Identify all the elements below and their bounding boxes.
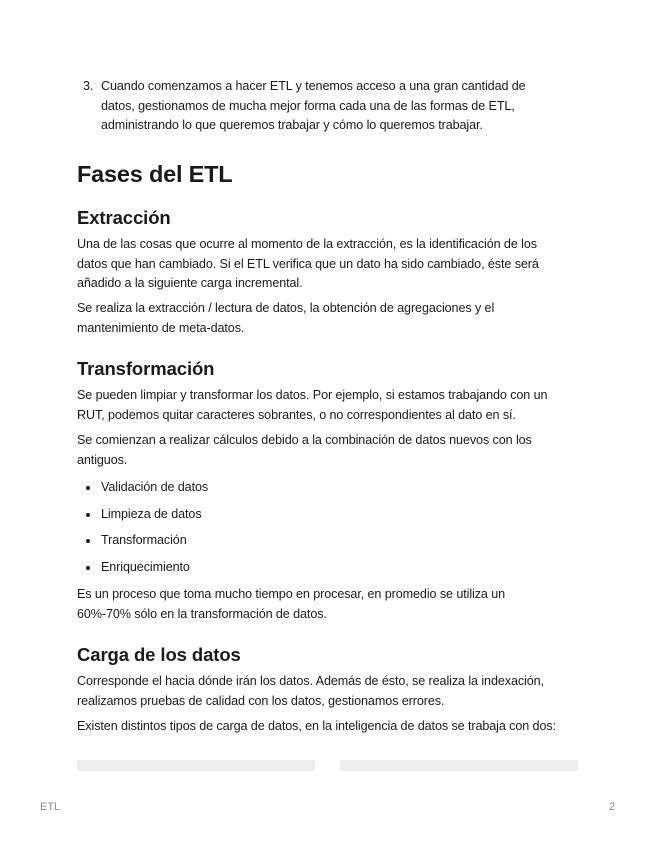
list-line: datos, gestionamos de mucha mejor forma cada una de las formas de ETL, bbox=[101, 98, 515, 113]
section-title: Fases del ETL bbox=[77, 161, 233, 187]
table-placeholder-left bbox=[77, 760, 315, 771]
paragraph-line: Corresponde el hacia dónde irán los datos. Además de ésto, se realiza la indexación, bbox=[77, 674, 544, 688]
heading-carga: Carga de los datos bbox=[77, 644, 241, 665]
page-number: 2 bbox=[609, 801, 616, 813]
paragraph bbox=[77, 299, 577, 338]
paragraph-line: Se pueden limpiar y transformar los datos. Por ejemplo, si estamos trabajando con un bbox=[77, 388, 548, 402]
paragraph-line: añadido a la siguiente carga incremental. bbox=[77, 276, 303, 290]
bullet-icon bbox=[86, 539, 90, 543]
paragraph bbox=[77, 717, 577, 737]
paragraph bbox=[77, 672, 577, 711]
list-item bbox=[77, 478, 577, 505]
paragraph-line: 60%-70% sólo en la transformación de datos. bbox=[77, 606, 327, 621]
paragraph-line: datos que han cambiado. Si el ETL verifica que un dato ha sido cambiado, éste será bbox=[77, 256, 539, 271]
bullet-icon bbox=[86, 566, 90, 570]
paragraph-line: antiguos. bbox=[77, 452, 128, 467]
list-item bbox=[77, 558, 577, 585]
list-item bbox=[77, 77, 577, 136]
list-number: 3. bbox=[83, 79, 94, 93]
list-item bbox=[77, 505, 577, 532]
paragraph-line: Se realiza la extracción / lectura de datos, la obtención de agregaciones y el bbox=[77, 301, 495, 315]
paragraph-line: Es un proceso que toma mucho tiempo en procesar, en promedio se utiliza un bbox=[77, 587, 506, 601]
bullet-icon bbox=[86, 513, 90, 517]
paragraph-line: Una de las cosas que ocurre al momento de la extracción, es la identificación de los bbox=[77, 237, 537, 251]
paragraph bbox=[77, 431, 577, 470]
heading-extraccion: Extracción bbox=[77, 207, 171, 228]
list-item-label: Transformación bbox=[101, 533, 187, 547]
paragraph-line: Existen distintos tipos de carga de datos, en la inteligencia de datos se trabaja con dos: bbox=[77, 719, 556, 733]
bullet-icon bbox=[86, 486, 90, 490]
paragraph-line: Se comienzan a realizar cálculos debido a la combinación de datos nuevos con los bbox=[77, 433, 532, 447]
table-placeholder-right bbox=[340, 760, 578, 771]
list-item-label: Validación de datos bbox=[101, 480, 209, 494]
heading-transformacion: Transformación bbox=[77, 358, 215, 379]
list-item bbox=[77, 531, 577, 558]
numbered-list bbox=[77, 77, 577, 136]
paragraph bbox=[77, 585, 577, 624]
paragraph-line: RUT, podemos quitar caracteres sobrantes, o no correspondientes al dato en sí. bbox=[77, 407, 516, 422]
list-item-label: Limpieza de datos bbox=[101, 506, 202, 521]
paragraph bbox=[77, 235, 577, 294]
paragraph bbox=[77, 386, 577, 425]
list-item-label: Enriquecimiento bbox=[101, 559, 190, 574]
paragraph-line: mantenimiento de meta-datos. bbox=[77, 320, 245, 335]
footer-label: ETL bbox=[40, 801, 61, 813]
list-line: Cuando comenzamos a hacer ETL y tenemos acceso a una gran cantidad de bbox=[101, 79, 526, 93]
bullet-list bbox=[77, 478, 577, 584]
paragraph-line: realizamos pruebas de calidad con los datos, gestionamos errores. bbox=[77, 693, 445, 708]
list-line: administrando lo que queremos trabajar y cómo lo queremos trabajar. bbox=[101, 118, 483, 132]
